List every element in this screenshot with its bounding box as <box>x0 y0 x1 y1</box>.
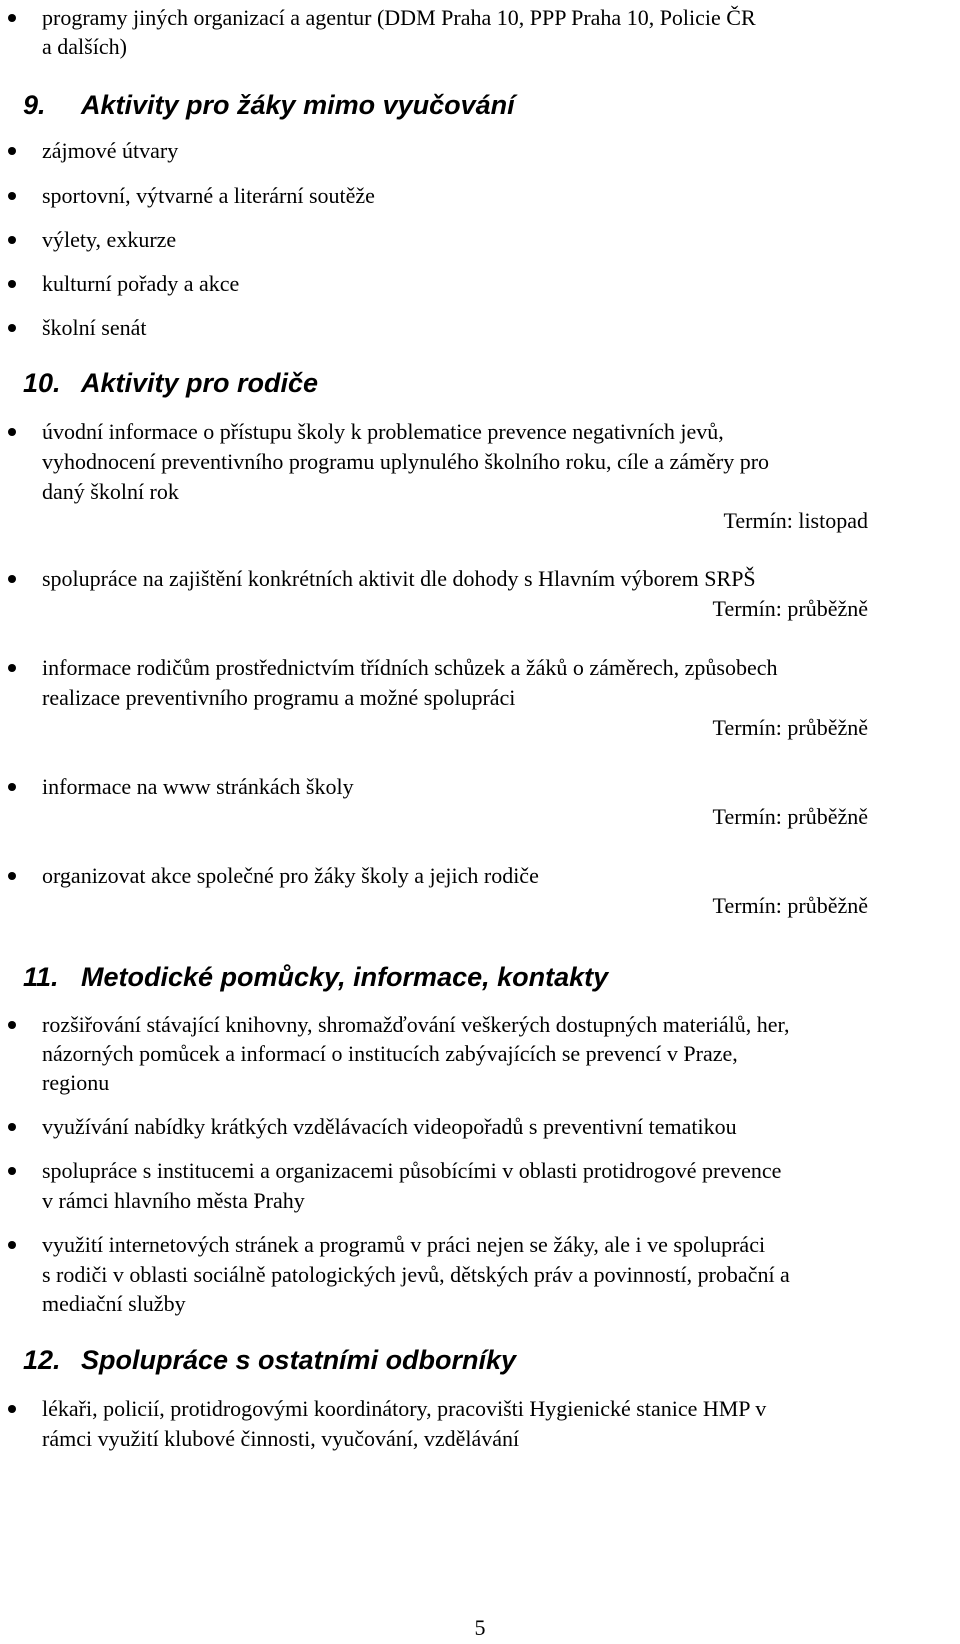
list-item: rámci využití klubové činnosti, vyučování, vzdělávání <box>42 1426 520 1451</box>
section-title: Aktivity pro žáky mimo vyučování <box>81 90 515 120</box>
list-item: spolupráce na zajištění konkrétních aktivit dle dohody s Hlavním výborem SRPŠ <box>42 566 756 591</box>
list-item: lékaři, policií, protidrogovými koordinátory, pracovišti Hygienické stanice HMP v <box>42 1396 767 1421</box>
section-heading-12 <box>23 1343 516 1377</box>
bullet-icon <box>8 147 16 155</box>
term-label: Termín: průběžně <box>712 715 868 740</box>
bullet-icon <box>8 236 16 244</box>
bullet-icon <box>8 1123 16 1131</box>
bullet-icon <box>8 872 16 880</box>
section-number: 11. <box>23 962 59 992</box>
list-item: výlety, exkurze <box>42 227 177 252</box>
bullet-icon <box>8 192 16 200</box>
bullet-icon <box>8 428 16 436</box>
list-item: názorných pomůcek a informací o institucích zabývajících se prevencí v Praze, <box>42 1041 738 1066</box>
bullet-icon <box>8 783 16 791</box>
list-item: zájmové útvary <box>42 138 179 163</box>
bullet-icon <box>8 324 16 332</box>
list-item: informace rodičům prostřednictvím třídních schůzek a žáků o záměrech, způsobech <box>42 655 778 680</box>
list-item: daný školní rok <box>42 479 179 504</box>
list-item: úvodní informace o přístupu školy k problematice prevence negativních jevů, <box>42 419 724 444</box>
bullet-icon <box>8 664 16 672</box>
section-number: 9. <box>23 90 46 120</box>
page-number: 5 <box>474 1615 486 1640</box>
section-title: Metodické pomůcky, informace, kontakty <box>81 962 609 992</box>
list-item: sportovní, výtvarné a literární soutěže <box>42 183 375 208</box>
term-label: Termín: listopad <box>723 508 868 533</box>
bullet-icon <box>8 1167 16 1175</box>
term-label: Termín: průběžně <box>712 804 868 829</box>
section-number: 12. <box>23 1345 61 1375</box>
section-title: Spolupráce s ostatními odborníky <box>81 1345 517 1375</box>
list-item: mediační služby <box>42 1291 186 1316</box>
section-heading-9 <box>23 88 515 122</box>
list-item: rozšiřování stávající knihovny, shromažďování veškerých dostupných materiálů, her, <box>42 1012 790 1037</box>
bullet-icon <box>8 280 16 288</box>
intro-line: programy jiných organizací a agentur (DDM Praha 10, PPP Praha 10, Policie ČR <box>42 5 756 30</box>
bullet-icon <box>8 1021 16 1029</box>
section-heading-11 <box>23 960 608 994</box>
term-label: Termín: průběžně <box>712 893 868 918</box>
bullet-icon <box>8 575 16 583</box>
intro-line: a dalších) <box>42 34 127 59</box>
section-heading-10 <box>23 366 318 400</box>
list-item: spolupráce s institucemi a organizacemi působícími v oblasti protidrogové prevence <box>42 1158 782 1183</box>
list-item: kulturní pořady a akce <box>42 271 240 296</box>
bullet-icon <box>8 1241 16 1249</box>
bullet-icon <box>8 1405 16 1413</box>
bullet-icon <box>8 14 16 22</box>
list-item: s rodiči v oblasti sociálně patologických jevů, dětských práv a povinností, probační a <box>42 1262 790 1287</box>
list-item: regionu <box>42 1070 110 1095</box>
list-item: využívání nabídky krátkých vzdělávacích videopořadů s preventivní tematikou <box>42 1114 737 1139</box>
list-item: školní senát <box>42 315 147 340</box>
list-item: využití internetových stránek a programů v práci nejen se žáky, ale i ve spolupráci <box>42 1232 766 1257</box>
list-item: organizovat akce společné pro žáky školy a jejich rodiče <box>42 863 539 888</box>
section-number: 10. <box>23 368 61 398</box>
list-item: vyhodnocení preventivního programu uplynulého školního roku, cíle a záměry pro <box>42 449 770 474</box>
list-item: v rámci hlavního města Prahy <box>42 1188 305 1213</box>
section-title: Aktivity pro rodiče <box>81 368 319 398</box>
list-item: realizace preventivního programu a možné spolupráci <box>42 685 516 710</box>
term-label: Termín: průběžně <box>712 596 868 621</box>
list-item: informace na www stránkách školy <box>42 774 354 799</box>
